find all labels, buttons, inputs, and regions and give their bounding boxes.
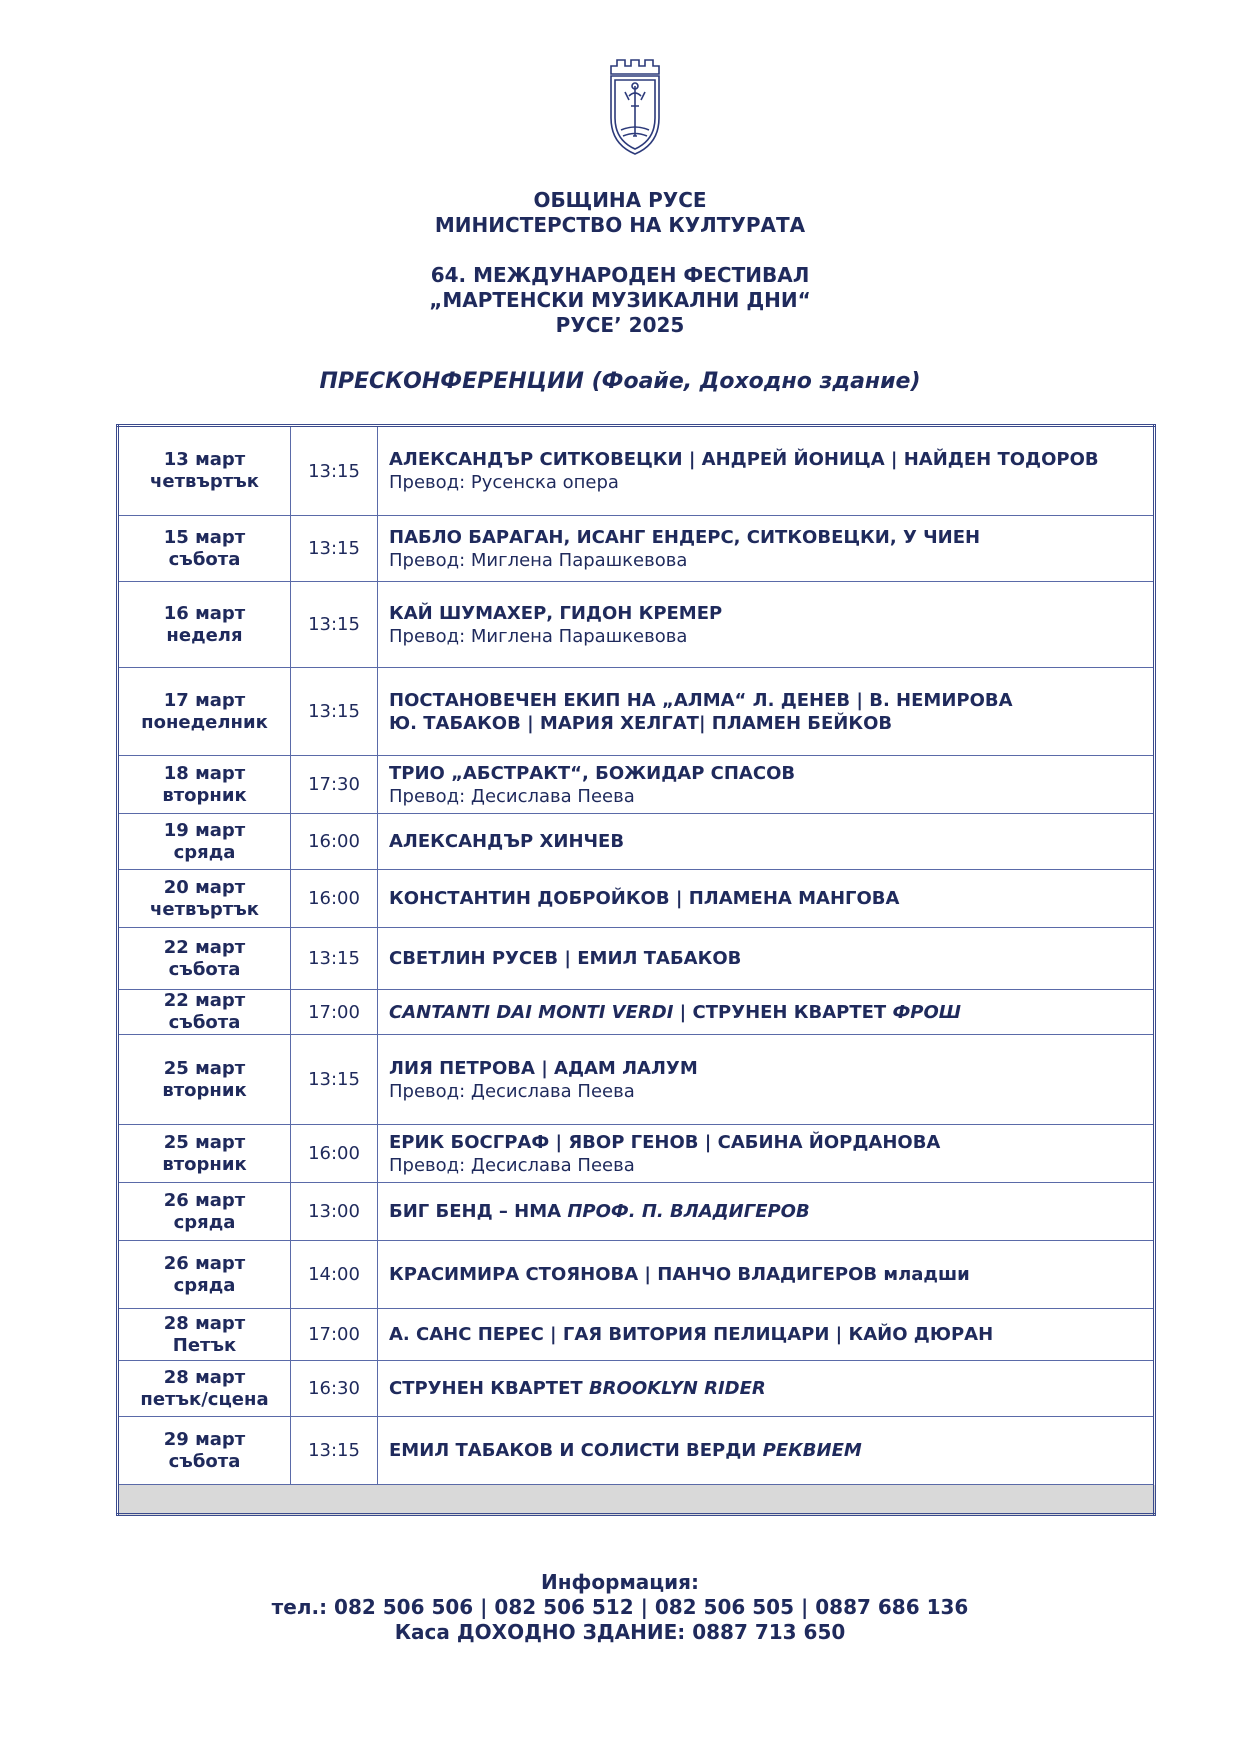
event-translation: Превод: Десислава Пеева (389, 785, 635, 807)
info-heading: Информация: (541, 1570, 699, 1594)
organizer-ministry: МИНИСТЕРСТВО НА КУЛТУРАТА (434, 213, 806, 237)
weekday-text: събота (168, 1450, 241, 1472)
date-text: 26 март (163, 1252, 246, 1274)
event-participants: КОНСТАНТИН ДОБРОЙКОВ | ПЛАМЕНА МАНГОВА (389, 888, 900, 909)
event-cell (378, 1309, 1155, 1361)
time-cell: 13:15 (291, 426, 378, 516)
time-cell: 13:00 (291, 1183, 378, 1241)
event-participants: СТРУНЕН КВАРТЕТ BROOKLYN RIDER (389, 1378, 766, 1399)
event-translation: Превод: Миглена Парашкевова (389, 625, 688, 647)
time-cell: 16:00 (291, 814, 378, 870)
event-cell (378, 516, 1155, 582)
ruse-coat-of-arms-logo (607, 56, 663, 158)
schedule-row (118, 814, 1155, 870)
event-participants: СВЕТЛИН РУСЕВ | ЕМИЛ ТАБАКОВ (389, 948, 742, 969)
time-cell: 16:00 (291, 1125, 378, 1183)
weekday-text: сряда (173, 841, 236, 863)
date-cell (118, 1309, 291, 1361)
date-text: 18 март (163, 762, 246, 784)
date-text: 29 март (163, 1428, 246, 1450)
empty-cell (118, 1485, 1155, 1515)
time-cell: 13:15 (291, 1035, 378, 1125)
schedule-row (118, 990, 1155, 1035)
weekday-text: събота (168, 958, 241, 980)
date-cell (118, 928, 291, 990)
event-participants: АЛЕКСАНДЪР ХИНЧЕВ (389, 831, 625, 852)
event-participants: АЛЕКСАНДЪР СИТКОВЕЦКИ | АНДРЕЙ ЙОНИЦА | НАЙДЕН ТОДОРОВ (389, 449, 1099, 470)
date-text: 28 март (163, 1312, 246, 1334)
weekday-text: четвъртък (150, 471, 259, 492)
event-participants: ЛИЯ ПЕТРОВА | АДАМ ЛАЛУМ (389, 1057, 698, 1079)
date-cell (118, 426, 291, 516)
time-cell: 13:15 (291, 928, 378, 990)
event-translation: Превод: Миглена Парашкевова (389, 549, 688, 571)
date-text: 19 март (163, 819, 246, 841)
festival-title-line-1: 64. МЕЖДУНАРОДЕН ФЕСТИВАЛ (430, 263, 810, 287)
weekday-text: неделя (166, 624, 243, 646)
weekday-text: петък/сцена (140, 1388, 269, 1410)
event-translation: Превод: Десислава Пеева (389, 1154, 635, 1176)
schedule-row (118, 1241, 1155, 1309)
festival-title-line-3: РУСЕ’ 2025 (555, 313, 685, 337)
event-cell (378, 582, 1155, 668)
weekday-text: сряда (173, 1274, 236, 1296)
event-participants-line-2: Ю. ТАБАКОВ | МАРИЯ ХЕЛГАТ| ПЛАМЕН БЕЙКОВ (389, 712, 893, 734)
schedule-row (118, 1309, 1155, 1361)
event-cell (378, 1183, 1155, 1241)
time-cell: 13:15 (291, 1417, 378, 1485)
weekday-text: събота (168, 1012, 241, 1033)
schedule-row (118, 426, 1155, 516)
event-cell (378, 1361, 1155, 1417)
time-cell: 17:30 (291, 756, 378, 814)
empty-shaded-row (118, 1485, 1155, 1515)
time-cell: 16:00 (291, 870, 378, 928)
schedule-row (118, 582, 1155, 668)
time-cell: 16:30 (291, 1361, 378, 1417)
date-cell (118, 516, 291, 582)
event-translation: Превод: Русенска опера (389, 472, 619, 493)
event-cell (378, 1241, 1155, 1309)
date-cell (118, 1241, 291, 1309)
date-text: 17 март (163, 689, 246, 711)
contact-footer (0, 1570, 1240, 1645)
weekday-text: вторник (162, 784, 247, 806)
date-text: 26 март (163, 1189, 246, 1211)
event-cell (378, 814, 1155, 870)
weekday-text: вторник (162, 1079, 247, 1101)
date-text: 25 март (163, 1131, 246, 1153)
date-cell (118, 1125, 291, 1183)
date-text: 22 март (163, 990, 246, 1011)
event-participants: ПАБЛО БАРАГАН, ИСАНГ ЕНДЕРС, СИТКОВЕЦКИ, У ЧИЕН (389, 526, 981, 548)
time-cell: 13:15 (291, 516, 378, 582)
event-cell (378, 990, 1155, 1035)
schedule-row (118, 928, 1155, 990)
section-subtitle: ПРЕСКОНФЕРЕНЦИИ (Фоайе, Доходно здание) (319, 369, 921, 394)
event-participants: CANTANTI DAI MONTI VERDI | СТРУНЕН КВАРТЕТ ФРОШ (389, 1001, 962, 1023)
date-cell (118, 990, 291, 1035)
date-text: 22 март (163, 936, 246, 958)
event-participants: А. САНС ПЕРЕС | ГАЯ ВИТОРИЯ ПЕЛИЦАРИ | КАЙО ДЮРАН (389, 1324, 994, 1345)
schedule-row (118, 668, 1155, 756)
date-text: 16 март (163, 602, 246, 624)
date-cell (118, 1035, 291, 1125)
event-cell (378, 1035, 1155, 1125)
schedule-row (118, 1417, 1155, 1485)
weekday-text: Петък (172, 1334, 237, 1356)
event-participants: ЕРИК БОСГРАФ | ЯВОР ГЕНОВ | САБИНА ЙОРДАНОВА (389, 1131, 941, 1153)
event-participants: ЕМИЛ ТАБАКОВ И СОЛИСТИ ВЕРДИ РЕКВИЕМ (389, 1440, 862, 1461)
date-cell (118, 1183, 291, 1241)
time-cell: 14:00 (291, 1241, 378, 1309)
date-cell (118, 756, 291, 814)
weekday-text: четвъртък (150, 898, 259, 920)
date-text: 25 март (163, 1057, 246, 1079)
time-cell: 13:15 (291, 668, 378, 756)
event-cell (378, 426, 1155, 516)
press-conference-schedule-table (116, 424, 1156, 1516)
schedule-row (118, 1035, 1155, 1125)
time-cell: 13:15 (291, 582, 378, 668)
date-text: 20 март (163, 876, 246, 898)
time-cell: 17:00 (291, 990, 378, 1035)
schedule-row (118, 516, 1155, 582)
date-cell (118, 870, 291, 928)
time-cell: 17:00 (291, 1309, 378, 1361)
event-cell (378, 928, 1155, 990)
schedule-row (118, 756, 1155, 814)
event-cell (378, 1417, 1155, 1485)
schedule-row (118, 1183, 1155, 1241)
document-header (0, 188, 1240, 338)
date-cell (118, 814, 291, 870)
event-translation: Превод: Десислава Пеева (389, 1080, 635, 1102)
weekday-text: вторник (162, 1153, 247, 1175)
weekday-text: сряда (173, 1211, 236, 1233)
date-cell (118, 582, 291, 668)
event-participants: КАЙ ШУМАХЕР, ГИДОН КРЕМЕР (389, 602, 723, 624)
event-participants: ПОСТАНОВЕЧЕН ЕКИП НА „АЛМА“ Л. ДЕНЕВ | В. НЕМИРОВА (389, 689, 1013, 711)
weekday-text: събота (168, 548, 241, 570)
event-cell (378, 870, 1155, 928)
schedule-row (118, 1125, 1155, 1183)
schedule-row (118, 870, 1155, 928)
date-text: 13 март (163, 449, 246, 470)
organizer-municipality: ОБЩИНА РУСЕ (533, 188, 707, 212)
schedule-row (118, 1361, 1155, 1417)
event-cell (378, 668, 1155, 756)
event-cell (378, 1125, 1155, 1183)
date-cell (118, 668, 291, 756)
weekday-text: понеделник (141, 711, 268, 733)
phone-numbers: тел.: 082 506 506 | 082 506 512 | 082 506 505 | 0887 686 136 (271, 1595, 969, 1619)
festival-title-line-2: „МАРТЕНСКИ МУЗИКАЛНИ ДНИ“ (429, 288, 811, 312)
date-text: 28 март (163, 1366, 246, 1388)
event-participants: БИГ БЕНД – НМА ПРОФ. П. ВЛАДИГЕРОВ (389, 1201, 810, 1222)
date-cell (118, 1361, 291, 1417)
event-participants: КРАСИМИРА СТОЯНОВА | ПАНЧО ВЛАДИГЕРОВ младши (389, 1264, 970, 1285)
box-office-phone: Каса ДОХОДНО ЗДАНИЕ: 0887 713 650 (394, 1620, 846, 1644)
event-cell (378, 756, 1155, 814)
date-cell (118, 1417, 291, 1485)
event-participants: ТРИО „АБСТРАКТ“, БОЖИДАР СПАСОВ (389, 762, 796, 784)
date-text: 15 март (163, 526, 246, 548)
